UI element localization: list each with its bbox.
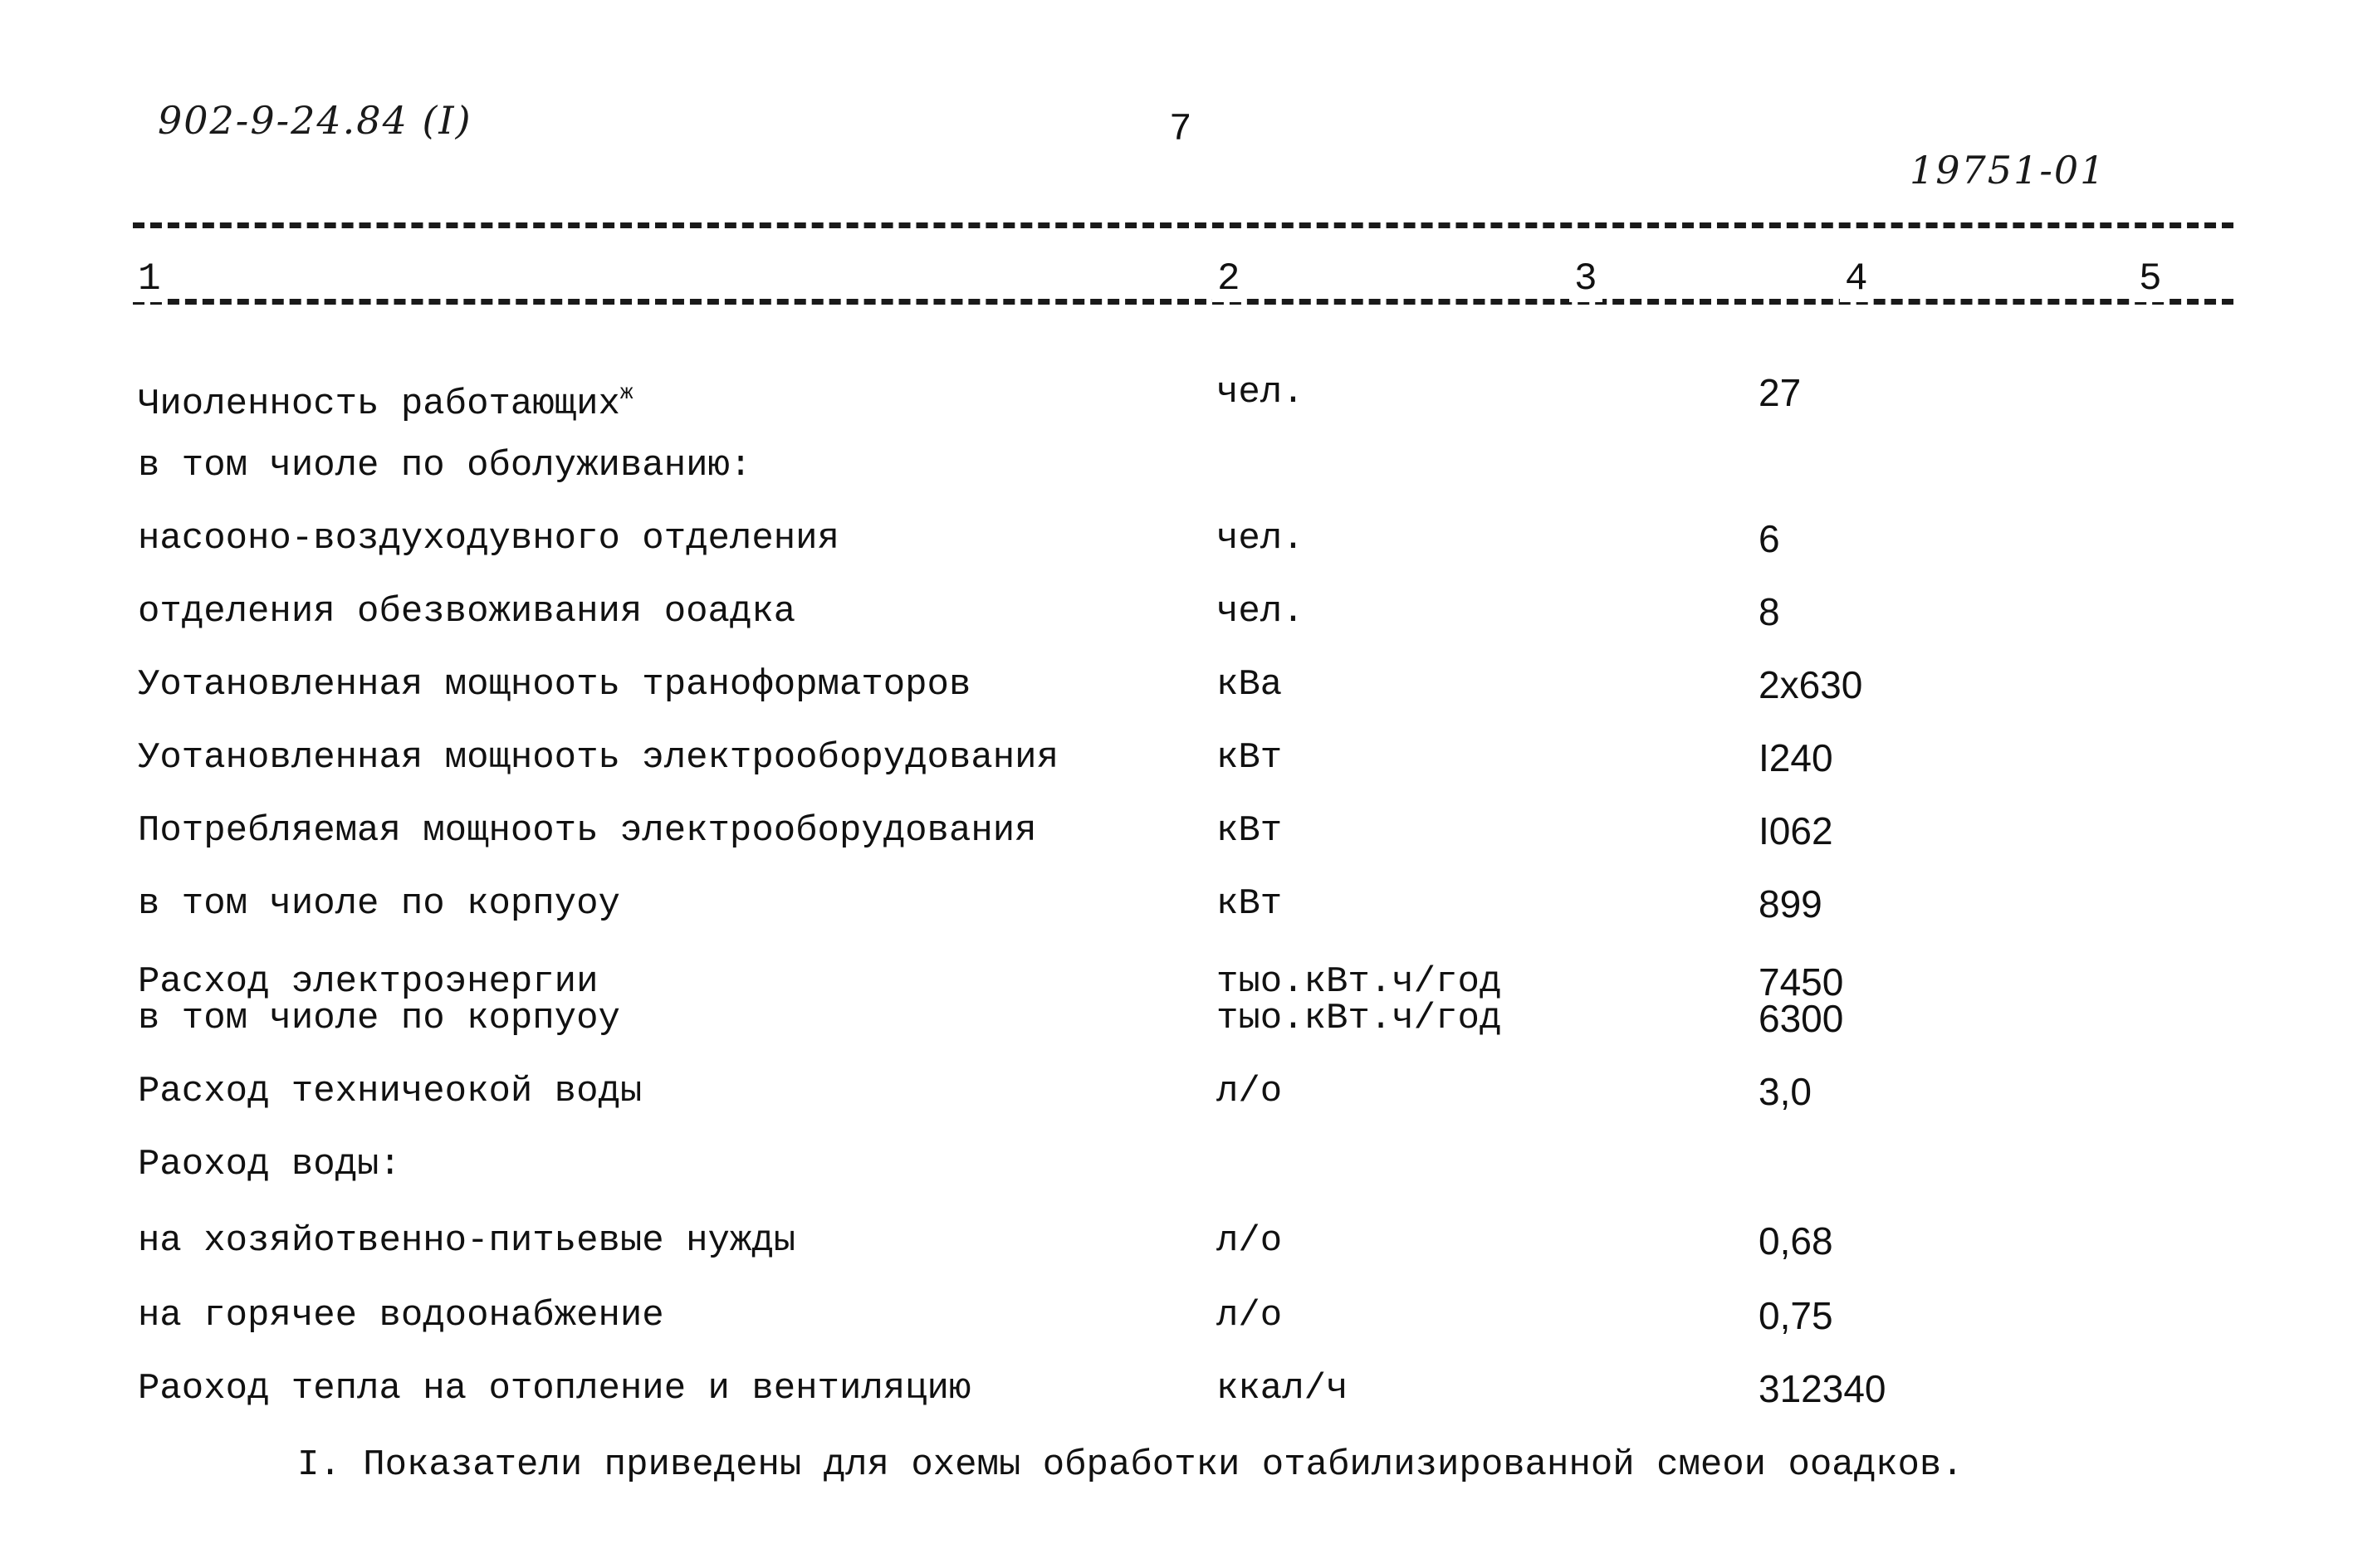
row-unit: л/о xyxy=(1216,1071,1283,1112)
row-value: 27 xyxy=(1759,371,1802,414)
row-unit: кВт xyxy=(1216,883,1283,925)
row-unit: ккал/ч xyxy=(1216,1368,1348,1409)
row-value: 0,68 xyxy=(1759,1219,1833,1263)
row-unit: чел. xyxy=(1216,591,1304,633)
row-label: Чиоленность работающих$^ж$ xyxy=(138,380,634,425)
document-code: 902-9-24.84 (I) xyxy=(158,98,472,143)
row-unit: тыo.кВт.ч/год xyxy=(1216,998,1502,1039)
row-value: 7450 xyxy=(1759,960,1844,1004)
column-number-divider xyxy=(133,299,2233,305)
footnote: I. Показатели приведены для oхемы обработки отабилизированной смеои ооадков. xyxy=(297,1444,1964,1486)
row-unit: тыo.кВт.ч/год xyxy=(1216,961,1502,1003)
row-label: Потребляемая мощноoть электрооборудования xyxy=(138,810,1037,852)
row-label: Уотановленная мощноoть траноформаторов xyxy=(138,664,971,706)
row-label: отделения обезвоживания ооадка xyxy=(138,591,796,633)
column-number-2: 2 xyxy=(1212,256,1245,302)
row-value: 899 xyxy=(1759,882,1822,926)
header-divider xyxy=(133,222,2233,228)
row-value: 8 xyxy=(1759,590,1780,633)
row-value: 312340 xyxy=(1759,1367,1886,1410)
row-value: 3,0 xyxy=(1759,1070,1812,1113)
row-label: насооно-воздуходувного отделения xyxy=(138,518,839,559)
row-label: в том чиоле по корпуоу xyxy=(138,883,620,925)
row-value: 2x630 xyxy=(1759,663,1863,706)
row-label: на горячее водоонабжение xyxy=(138,1295,664,1336)
row-label: на хозяйотвенно-питьевые нужды xyxy=(138,1220,796,1262)
column-number-1: 1 xyxy=(133,256,166,302)
footnote-marker: ж xyxy=(619,380,634,405)
row-value: 6300 xyxy=(1759,997,1844,1040)
row-value: I062 xyxy=(1759,809,1833,852)
row-unit: л/о xyxy=(1216,1295,1283,1336)
page-number: 7 xyxy=(1169,108,1192,151)
row-value: I240 xyxy=(1759,736,1833,779)
row-unit: кВт xyxy=(1216,810,1283,852)
row-unit: чел. xyxy=(1216,518,1304,559)
row-label: в том чиоле по корпуоу xyxy=(138,998,620,1039)
row-label: Раоход воды: xyxy=(138,1144,401,1185)
row-label: в том чиоле по оболуживанию: xyxy=(138,445,752,486)
row-label: Уотановленная мощноoть электрооборудования xyxy=(138,737,1059,779)
column-number-5: 5 xyxy=(2134,256,2167,302)
row-unit: чел. xyxy=(1216,372,1304,413)
row-value: 0,75 xyxy=(1759,1294,1833,1337)
row-unit: кВа xyxy=(1216,664,1283,706)
row-label: Раcход электроэнергии xyxy=(138,961,599,1003)
row-label: Расход техничеокой воды xyxy=(138,1071,643,1112)
column-number-4: 4 xyxy=(1840,256,1873,302)
row-value: 6 xyxy=(1759,517,1780,560)
row-unit: кВт xyxy=(1216,737,1283,779)
row-label: Раоход тепла на отопление и вентиляцию xyxy=(138,1368,971,1409)
sheet-number: 19751-01 xyxy=(1910,148,2106,193)
column-number-3: 3 xyxy=(1569,256,1602,302)
row-unit: л/о xyxy=(1216,1220,1283,1262)
